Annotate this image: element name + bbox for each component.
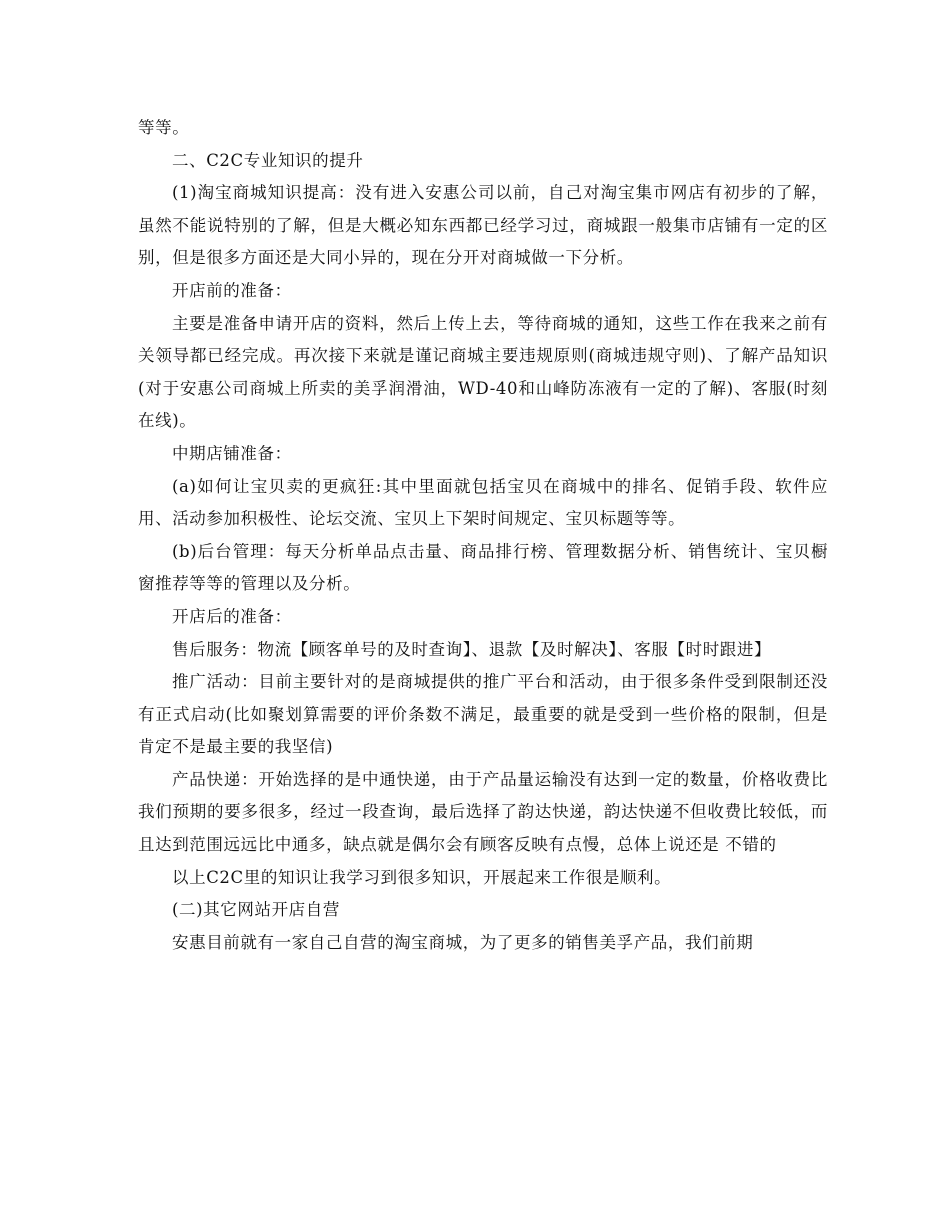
document-body xyxy=(138,112,828,959)
paragraph: 主要是准备申请开店的资料，然后上传上去，等待商城的通知，这些工作在我来之前有关领导都已经完成。再次接下来就是谨记商城主要违规原则(商城违规守则)、了解产品知识(对于安惠公司商城上所卖的美孚润滑油，WD-40和山峰防冻液有一定的了解)、客服(时刻在线)。 xyxy=(138,313,828,431)
paragraph: 推广活动：目前主要针对的是商城提供的推广平台和活动，由于很多条件受到限制还没有正式启动(比如聚划算需要的评价条数不满足，最重要的就是受到一些价格的限制，但是肯定不是最主要的我坚信) xyxy=(138,672,828,757)
paragraph: 产品快递：开始选择的是中通快递，由于产品量运输没有达到一定的数量，价格收费比我们预期的要多很多，经过一段查询，最后选择了韵达快递，韵达快递不但收费比较低，而且达到范围远远比中通多，缺点就是偶尔会有顾客反映有点慢，总体上说还是 不错的 xyxy=(138,769,828,855)
paragraph: 安惠目前就有一家自己自营的淘宝商城，为了更多的销售美孚产品，我们前期 xyxy=(172,932,754,952)
paragraph: (b)后台管理：每天分析单品点击量、商品排行榜、管理数据分析、销售统计、宝贝橱窗推荐等等的管理以及分析。 xyxy=(138,541,828,594)
paragraph: (a)如何让宝贝卖的更疯狂:其中里面就包括宝贝在商城中的排名、促销手段、软件应用、活动参加积极性、论坛交流、宝贝上下架时间规定、宝贝标题等等。 xyxy=(138,476,828,529)
section-heading: (二)其它网站开店自营 xyxy=(172,900,340,920)
subheading: 中期店铺准备： xyxy=(172,443,292,463)
paragraph: 等等。 xyxy=(138,118,190,137)
paragraph: 售后服务：物流【顾客单号的及时查询】、退款【及时解决】、客服【时时跟进】 xyxy=(172,639,772,659)
paragraph: 以上C2C里的知识让我学习到很多知识，开展起来工作很是顺利。 xyxy=(172,867,672,887)
subheading: 开店后的准备： xyxy=(172,606,292,626)
subheading: 开店前的准备： xyxy=(172,280,292,300)
paragraph: (1)淘宝商城知识提高：没有进入安惠公司以前，自己对淘宝集市网店有初步的了解，虽然不能说特别的了解，但是大概必知东西都已经学习过，商城跟一般集市店铺有一定的区别，但是很多方面还是大同小异的，现在分开对商城做一下分析。 xyxy=(138,183,828,268)
section-heading: 二、C2C专业知识的提升 xyxy=(172,150,364,170)
